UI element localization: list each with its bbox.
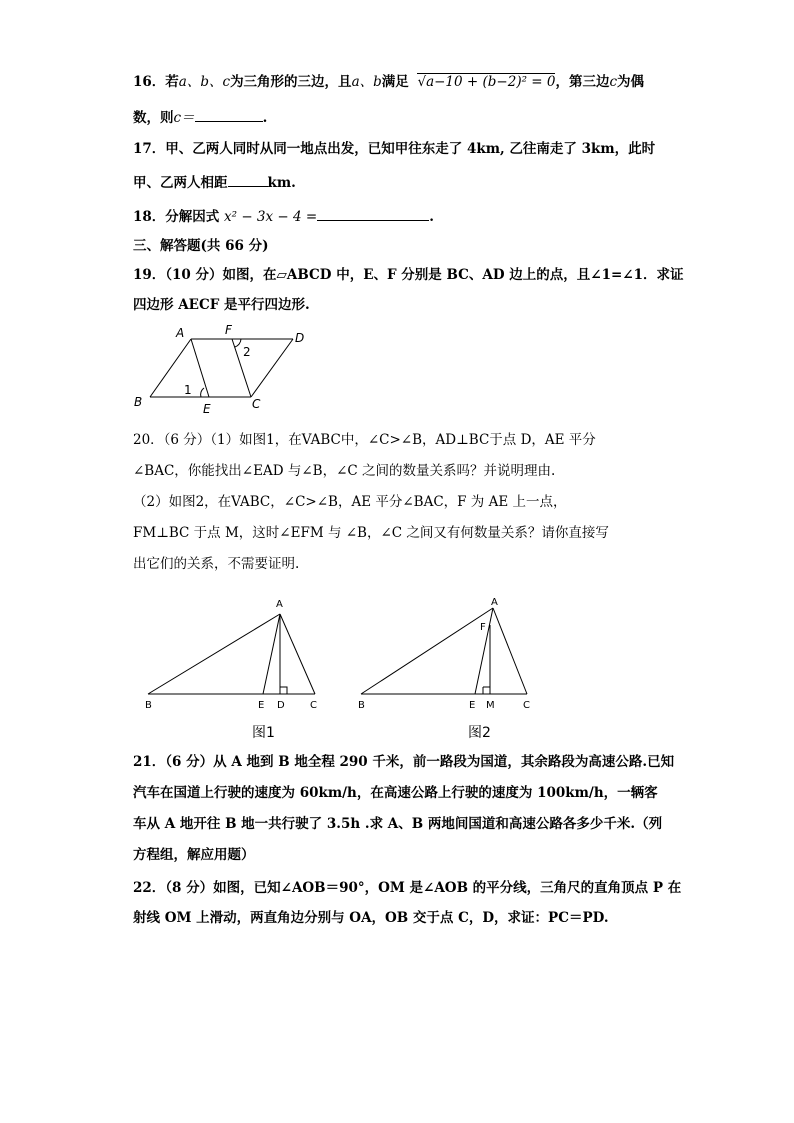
- side-ab: [361, 608, 493, 694]
- angle-1-arc: [201, 388, 204, 397]
- label-b: B: [134, 395, 143, 409]
- q18-period: .: [429, 209, 434, 225]
- q18-text: 18．分解因式: [133, 209, 220, 225]
- q16-text-i: 为偶: [617, 74, 645, 90]
- q16-line2: [133, 107, 267, 128]
- label-c: C: [252, 397, 261, 411]
- q16-text-c: 为三角形的三边，且: [230, 74, 352, 90]
- q17-line1: 17．甲、乙两人同时从同一地点出发，已知甲往东走了 4km, 乙往南走了 3km，此时: [133, 141, 656, 157]
- q16-text-j: 数，则: [133, 110, 174, 126]
- segment-ae: [191, 339, 209, 397]
- q16-period: .: [262, 110, 268, 126]
- label-d: D: [277, 700, 285, 711]
- label-d: D: [295, 331, 305, 345]
- q18-answer-blank[interactable]: [317, 206, 429, 221]
- label-a: A: [491, 597, 498, 608]
- side-ac: [280, 614, 315, 694]
- q16-var-abc: a、b、c: [178, 74, 231, 90]
- label-a: A: [276, 599, 283, 610]
- figure-1-triangle: [140, 592, 330, 720]
- label-f: F: [480, 622, 486, 633]
- q18-line: [133, 206, 434, 227]
- q16-var-c-eq: c＝: [173, 110, 195, 126]
- label-f: F: [225, 323, 232, 337]
- q21-line4: 方程组，解应用题）: [133, 847, 255, 863]
- label-angle-2: 2: [243, 345, 251, 359]
- q16-text-a: 16．若: [133, 74, 179, 90]
- q17-text: 甲、乙两人相距: [133, 175, 228, 191]
- q16-equation: √a−10 + (b−2)² = 0: [417, 74, 556, 90]
- label-angle-1: 1: [184, 383, 192, 397]
- figure-parallelogram: [128, 322, 318, 418]
- side-ab: [148, 614, 280, 694]
- q19-line2: 四边形 AECF 是平行四边形.: [133, 297, 310, 313]
- q16-text-e: 满足: [381, 74, 409, 90]
- figure-1-caption: 图1: [252, 725, 275, 741]
- q20-line5: 出它们的关系，不需要证明.: [133, 556, 300, 572]
- section-heading: 三、解答题(共 66 分): [133, 238, 269, 254]
- label-c: C: [523, 700, 530, 711]
- side-ac: [493, 608, 527, 694]
- q16-answer-blank[interactable]: [195, 107, 263, 122]
- q21-line1: 21．（6 分）从 A 地到 B 地全程 290 千米，前一路段为国道，其余路段为高速公路.已知: [133, 754, 675, 770]
- segment-ae: [263, 614, 280, 694]
- figure-2-triangle: [355, 592, 545, 720]
- label-b: B: [145, 700, 152, 711]
- q22-line2: 射线 OM 上滑动，两直角边分别与 OA，OB 交于点 C，D，求证：PC＝PD.: [133, 910, 609, 926]
- q18-expression: x² − 3x − 4 =: [224, 209, 318, 225]
- q19-line1: 19．（10 分）如图，在▱ABCD 中，E、F 分别是 BC、AD 边上的点，且∠1=∠1．求证: [133, 267, 684, 283]
- label-e: E: [469, 700, 476, 711]
- q20-line2: ∠BAC，你能找出∠EAD 与∠B，∠C 之间的数量关系吗？并说明理由.: [133, 463, 556, 479]
- q20-line3: （2）如图2，在VABC，∠C>∠B，AE 平分∠BAC，F 为 AE 上一点，: [133, 494, 567, 510]
- q17-line2: [133, 172, 296, 193]
- q16-var-ab: a、b: [351, 74, 382, 90]
- q22-line1: 22．（8 分）如图，已知∠AOB＝90°，OM 是∠AOB 的平分线，三角尺的直角顶点 P 在: [133, 880, 682, 896]
- q21-line2: 汽车在国道上行驶的速度为 60km/h，在高速公路上行驶的速度为 100km/h，一辆客: [133, 785, 658, 801]
- q17-unit: km.: [267, 175, 296, 191]
- side-dc: [251, 339, 293, 397]
- label-e: E: [203, 402, 211, 416]
- q17-answer-blank[interactable]: [228, 172, 268, 187]
- figure-2-caption: 图2: [468, 725, 491, 741]
- label-m: M: [486, 700, 495, 711]
- q16-var-c: c: [609, 74, 618, 90]
- q16-line1: [133, 72, 644, 92]
- label-a: A: [176, 326, 185, 340]
- angle-2-arc: [235, 339, 241, 347]
- q21-line3: 车从 A 地开往 B 地一共行驶了 3.5h .求 A、B 两地间国道和高速公路各多少千米.（列: [133, 816, 663, 832]
- label-b: B: [358, 700, 365, 711]
- q20-line4: FM⊥BC 于点 M，这时∠EFM 与 ∠B，∠C 之间又有何数量关系？请你直接写: [133, 525, 609, 541]
- label-e: E: [258, 700, 265, 711]
- q20-line1: 20．（6 分）（1）如图1，在VABC中，∠C>∠B，AD⊥BC于点 D，AE 平分: [133, 432, 596, 448]
- label-c: C: [310, 700, 317, 711]
- right-angle-mark: [280, 687, 287, 694]
- q16-text-g: ，第三边: [555, 74, 610, 90]
